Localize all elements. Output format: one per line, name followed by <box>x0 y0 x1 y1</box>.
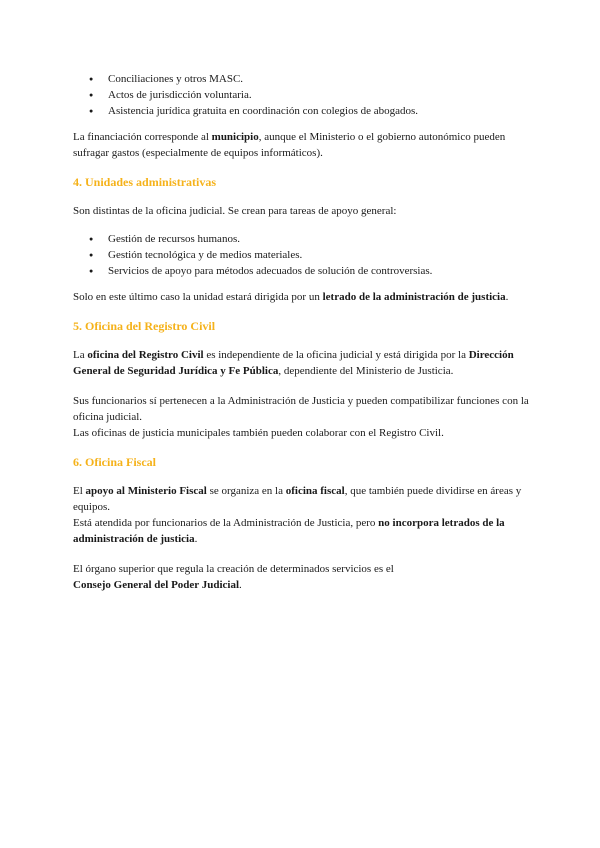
oficinas-municipales-paragraph: Las oficinas de justicia municipales también pueden colaborar con el Registro Civil. <box>73 427 444 439</box>
letrado-paragraph: Solo en este último caso la unidad estará dirigida por un letrado de la administración de justicia. <box>73 291 509 303</box>
oficina-fiscal-paragraph: El apoyo al Ministerio Fiscal se organiza en la oficina fiscal, que también puede dividirse en áreas y equipos. <box>73 485 522 513</box>
list-item: ● Conciliaciones y otros MASC. <box>73 71 533 87</box>
list-item: ● Servicios de apoyo para métodos adecuados de solución de controversias. <box>73 263 533 279</box>
section-heading-4: 4. Unidades administrativas <box>73 175 217 189</box>
list-item: ● Actos de jurisdicción voluntaria. <box>73 87 533 103</box>
bold-term: letrado de la administración de justicia <box>322 291 506 303</box>
bold-term: oficina fiscal <box>285 485 345 497</box>
section-heading-5: 5. Oficina del Registro Civil <box>73 319 216 333</box>
bold-term: apoyo al Ministerio Fiscal <box>85 485 207 497</box>
services-list <box>73 71 533 119</box>
list-item: ● Gestión de recursos humanos. <box>73 231 533 247</box>
section-heading-6: 6. Oficina Fiscal <box>73 455 156 469</box>
funcionarios-paragraph: Sus funcionarios sí pertenecen a la Administración de Justicia y pueden compatibilizar funciones con la oficina judicial. <box>73 395 529 423</box>
list-item: ● Gestión tecnológica y de medios materiales. <box>73 247 533 263</box>
atendida-paragraph: Está atendida por funcionarios de la Administración de Justicia, pero no incorpora letrados de la administración de justicia. <box>73 517 505 545</box>
bold-term: no incorpora letrados de la administración de justicia <box>73 517 505 545</box>
admin-units-list <box>73 231 533 279</box>
cgpj-line: Consejo General del Poder Judicial. <box>73 579 242 591</box>
bold-term: Dirección General de Seguridad Jurídica y Fe Pública <box>73 349 514 377</box>
document-body <box>73 71 533 593</box>
list-item: ● Asistencia jurídica gratuita en coordinación con colegios de abogados. <box>73 103 533 119</box>
bold-term: Consejo General del Poder Judicial <box>73 579 240 591</box>
registro-civil-paragraph: La oficina del Registro Civil es independiente de la oficina judicial y está dirigida por la Dirección General de Seguridad Jurídica y Fe Pública, dependiente del Ministerio de Justicia. <box>73 349 514 377</box>
bold-term: oficina del Registro Civil <box>87 349 204 361</box>
organo-superior-paragraph: El órgano superior que regula la creación de determinados servicios es el <box>73 563 394 575</box>
bold-term: municipio <box>211 131 259 143</box>
financing-paragraph: La financiación corresponde al municipio, aunque el Ministerio o el gobierno autonómico pueden sufragar gastos (especialmente de equipos informáticos). <box>73 131 506 159</box>
admin-units-intro: Son distintas de la oficina judicial. Se crean para tareas de apoyo general: <box>73 205 397 217</box>
